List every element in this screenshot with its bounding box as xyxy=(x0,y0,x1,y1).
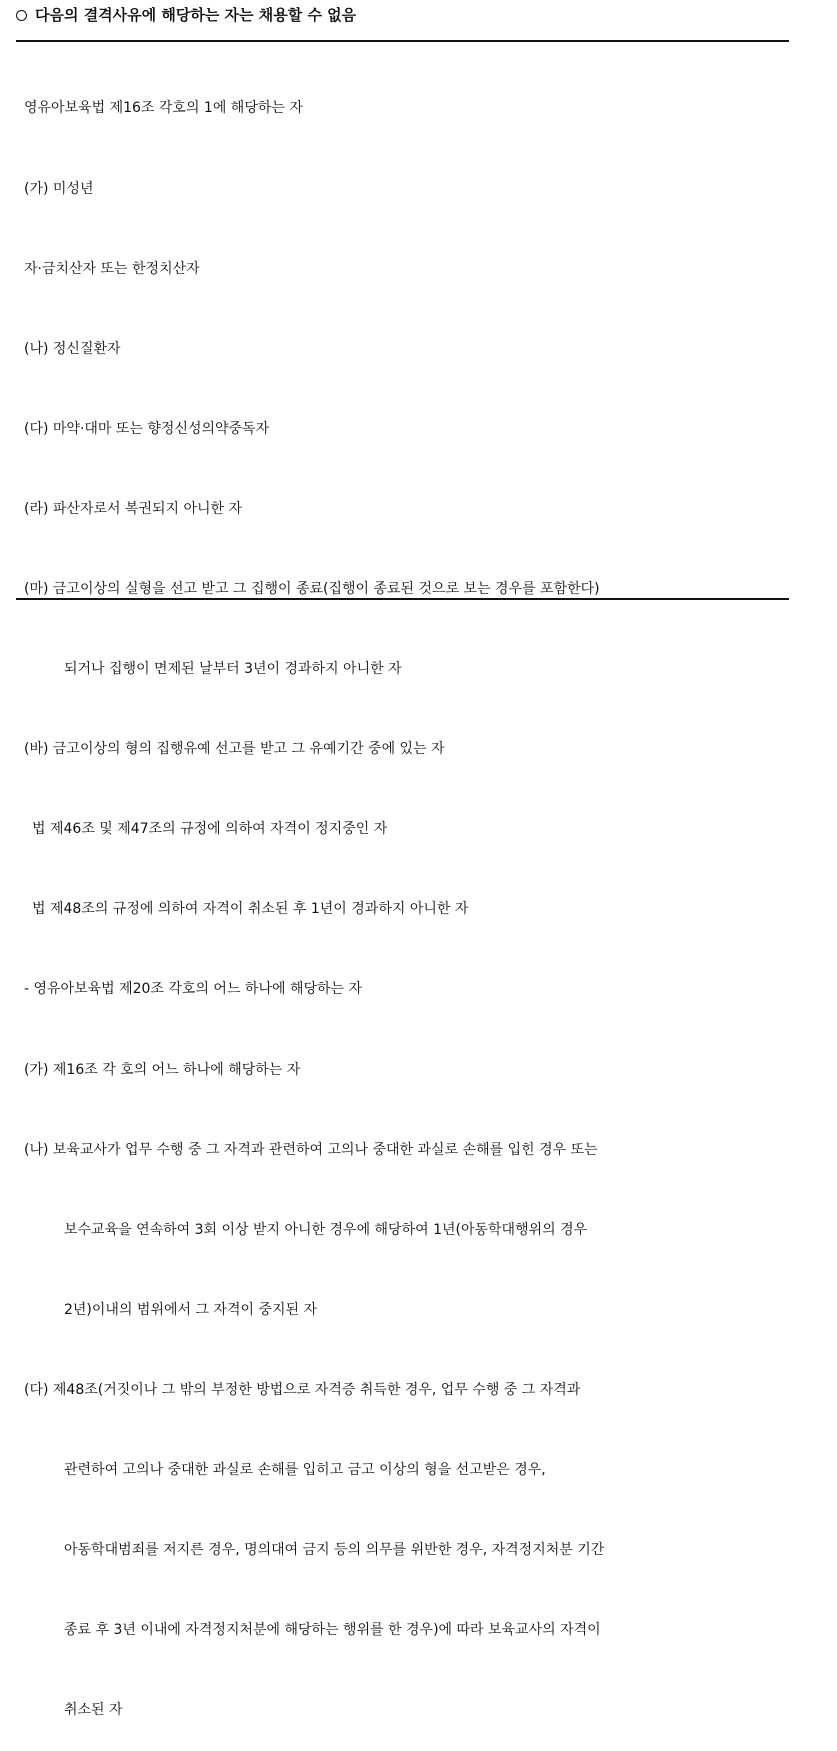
list-item: (다) 제48조(거짓이나 그 밖의 부정한 방법으로 자격증 취득한 경우, 업무 수행 중 그 자격과 xyxy=(24,1381,581,1398)
list-item: (다) 마약·대마 또는 향정신성의약중독자 xyxy=(24,420,270,437)
list-item-continuation: 취소된 자 xyxy=(64,1702,123,1719)
list-item: 자·금치산자 또는 한정치산자 xyxy=(24,260,200,277)
list-item-continuation: 보수교육을 연속하여 3회 이상 받지 아니한 경우에 해당하여 1년(아동학대행위의 경우 xyxy=(64,1221,588,1238)
list-item-continuation: 관련하여 고의나 중대한 과실로 손해를 입히고 금고 이상의 형을 선고받은 경우, xyxy=(64,1462,546,1478)
list-item: 법 제48조의 규정에 의하여 자격이 취소된 후 1년이 경과하지 아니한 자 xyxy=(32,901,469,918)
list-item: (가) 미성년 xyxy=(24,180,94,197)
bottom-divider xyxy=(16,598,789,600)
list-item: - 영유아보육법 제20조 각호의 어느 하나에 해당하는 자 xyxy=(24,981,363,998)
list-item-continuation: 되거나 집행이 면제된 날부터 3년이 경과하지 아니한 자 xyxy=(64,661,402,678)
list-item: 영유아보육법 제16조 각호의 1에 해당하는 자 xyxy=(24,100,303,117)
disqualification-list xyxy=(24,42,789,1751)
list-item: (바) 금고이상의 형의 집행유예 선고를 받고 그 유예기간 중에 있는 자 xyxy=(24,741,445,758)
list-item-continuation: 2년)이내의 범위에서 그 자격이 중지된 자 xyxy=(64,1301,318,1318)
list-item-continuation: 종료 후 3년 이내에 자격정지처분에 해당하는 행위를 한 경우)에 따라 보육교사의 자격이 xyxy=(64,1622,601,1639)
list-item: (라) 파산자로서 복권되지 아니한 자 xyxy=(24,500,243,517)
section-heading xyxy=(16,4,356,26)
circle-bullet-icon xyxy=(16,10,27,21)
list-item-continuation: 아동학대범죄를 저지른 경우, 명의대여 금지 등의 의무를 위반한 경우, 자격정지처분 기간 xyxy=(64,1542,605,1559)
list-item: (가) 제16조 각 호의 어느 하나에 해당하는 자 xyxy=(24,1061,301,1078)
list-item: 법 제46조 및 제47조의 규정에 의하여 자격이 정지중인 자 xyxy=(32,821,388,838)
list-item: (마) 금고이상의 실형을 선고 받고 그 집행이 종료(집행이 종료된 것으로 보는 경우를 포함한다) xyxy=(24,580,600,597)
section-heading-text: 다음의 결격사유에 해당하는 자는 채용할 수 없음 xyxy=(35,6,357,24)
list-item: (나) 보육교사가 업무 수행 중 그 자격과 관련하여 고의나 중대한 과실로 손해를 입힌 경우 또는 xyxy=(24,1141,598,1158)
list-item: (나) 정신질환자 xyxy=(24,340,121,357)
